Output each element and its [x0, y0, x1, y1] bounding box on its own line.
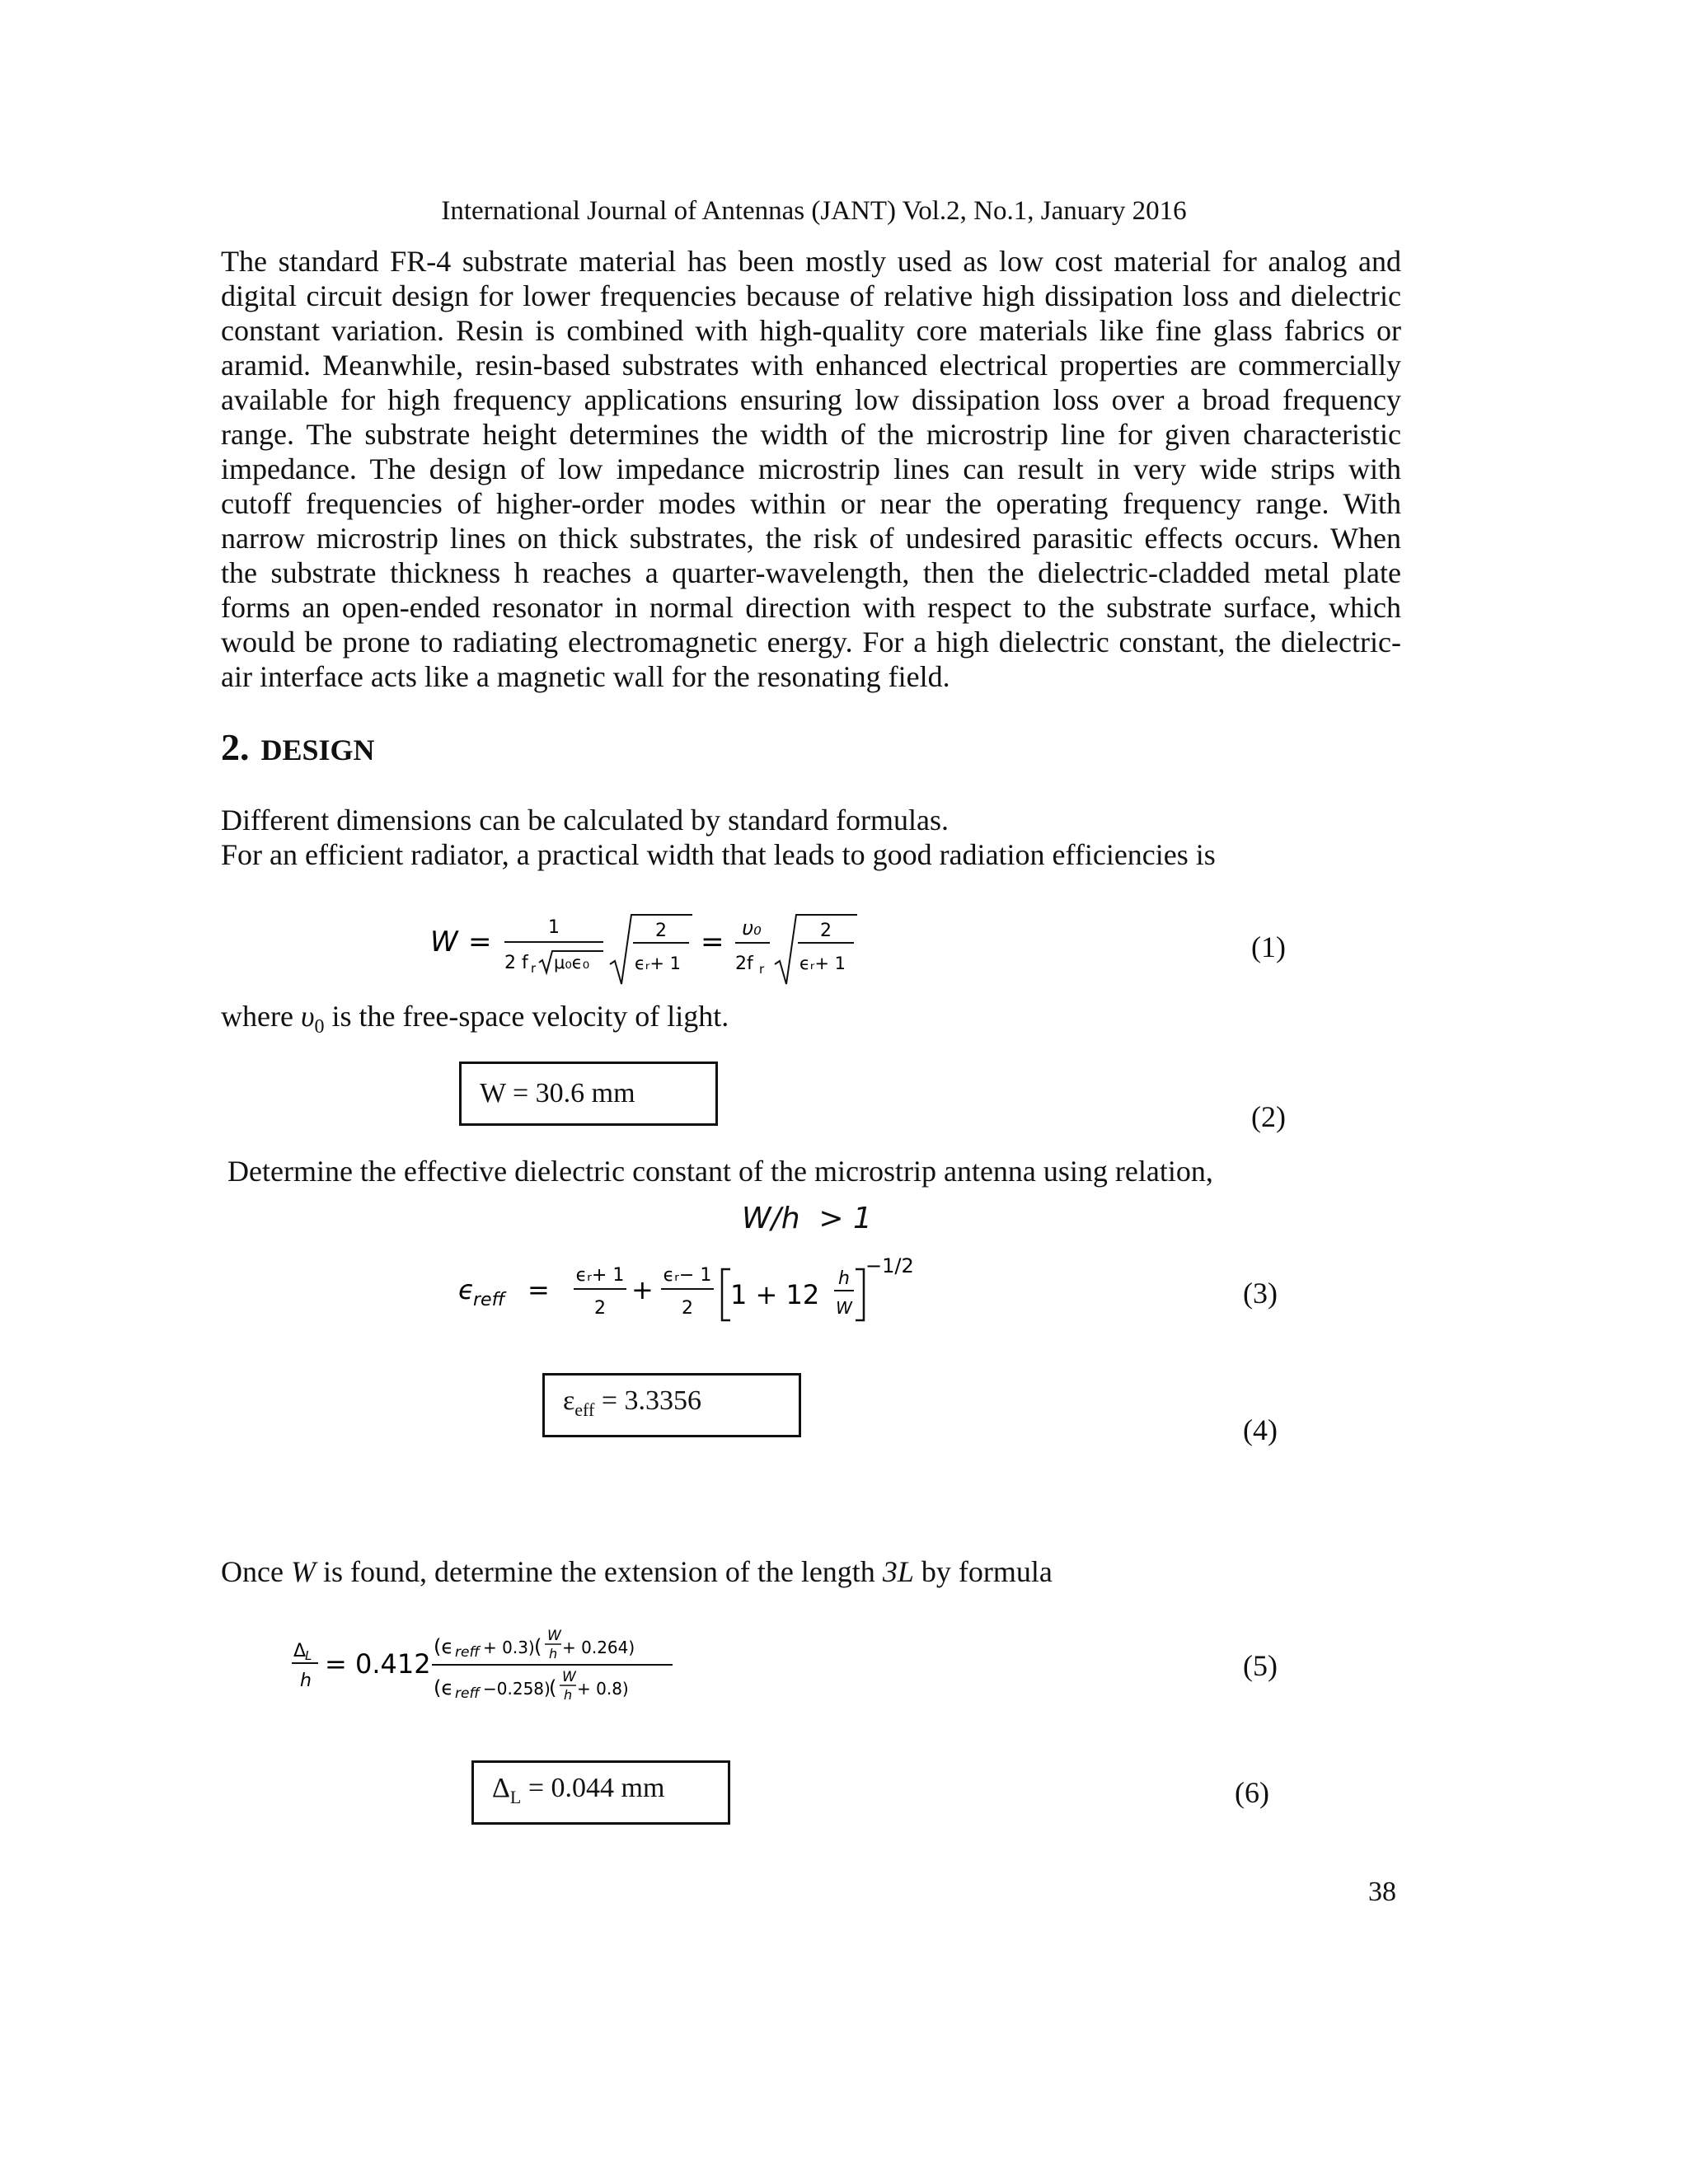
eq1-den-sub: r — [531, 961, 537, 976]
eq1-den-prefix: 2 f — [504, 953, 528, 973]
equation-number: (6) — [1235, 1776, 1269, 1809]
eq3-exponent: −1/2 — [865, 1254, 914, 1277]
paragraph-line: air interface acts like a magnetic wall for the resonating field. — [221, 660, 950, 693]
equation-number: (2) — [1251, 1100, 1286, 1133]
radiator-sentence: For an efficient radiator, a practical width that leads to good radiation efficiencies is — [221, 838, 1216, 871]
eq1-sqrt-sign — [775, 915, 857, 984]
v0-symbol: υ — [300, 1000, 315, 1033]
paragraph-line: the substrate thickness h reaches a quarter-wavelength, then the dielectric-cladded metal plate — [221, 556, 1401, 589]
where-sentence — [221, 999, 729, 1044]
delta-symbol: Δ — [492, 1772, 510, 1803]
effective-permittivity-result — [563, 1385, 701, 1427]
paragraph-line: would be prone to radiating electromagnetic energy. For a high dielectric constant, the dielectric- — [221, 626, 1401, 658]
eq5-num-rest: + 0.3) — [483, 1638, 535, 1657]
equation-5-length-extension — [272, 1615, 701, 1714]
eff-value: = 3.3356 — [594, 1385, 701, 1416]
eq1-numerator: 1 — [548, 917, 560, 938]
eq5-den-sub: reff — [455, 1685, 480, 1702]
width-result-box — [459, 1062, 718, 1126]
paragraph-line: range. The substrate height determines the width of the microstrip line for given characteristic — [221, 418, 1401, 451]
delta-value: = 0.044 mm — [521, 1772, 665, 1803]
eq3-den2: 2 — [682, 1298, 693, 1319]
eq5-den-h: h — [564, 1687, 573, 1703]
eq1-den2-sub: r — [759, 962, 765, 977]
once-suffix: by formula — [913, 1555, 1053, 1588]
w-symbol: W — [290, 1555, 316, 1588]
page-number: 38 — [1368, 1877, 1396, 1907]
length-extension-result — [492, 1772, 664, 1814]
delta-subscript: L — [509, 1786, 522, 1807]
equation-number: (1) — [1251, 930, 1286, 963]
eq5-den-tail: + 0.8) — [577, 1679, 629, 1699]
eq3-den1: 2 — [594, 1298, 606, 1319]
length-extension-result-box — [471, 1760, 730, 1825]
length-extension-sentence — [221, 1554, 1053, 1589]
eq5-h: h — [300, 1671, 312, 1691]
v0-subscript: 0 — [314, 1016, 325, 1038]
where-suffix: is the free-space velocity of light. — [324, 1000, 729, 1033]
eq5-den-W: W — [562, 1669, 576, 1685]
eq3-W: W — [836, 1298, 852, 1318]
running-header: International Journal of Antennas (JANT) Vol.2, No.1, January 2016 — [441, 196, 1187, 226]
eq3-one-plus-12: 1 + 12 — [730, 1279, 820, 1310]
equation-3-effective-permittivity — [445, 1244, 923, 1335]
length-symbol: 3L — [882, 1555, 914, 1588]
paragraph-line: The standard FR-4 substrate material has been mostly used as low cost material for analog and — [221, 245, 1401, 278]
eq5-num-sub: reff — [455, 1644, 480, 1661]
eq5-num-open: (ϵ — [434, 1635, 454, 1658]
eq5-delta: Δ — [293, 1641, 307, 1661]
eq3-plus: + — [631, 1274, 654, 1305]
eq1-eps-plus-1: ϵᵣ+ 1 — [635, 954, 681, 973]
eq1-sqrt-sign — [610, 915, 692, 984]
eq5-num-W: W — [547, 1628, 561, 1644]
eq1-den2-prefix: 2f — [735, 954, 753, 974]
eq1-equals: = — [468, 926, 492, 958]
eq3-left-bracket — [722, 1269, 730, 1320]
paragraph-line: impedance. The design of low impedance microstrip lines can result in very wide strips with — [221, 452, 1401, 485]
paragraph-line: cutoff frequencies of higher-order modes within or near the operating frequency range. With — [221, 487, 1401, 520]
eq5-num-paren: ( — [534, 1635, 542, 1658]
dimensions-sentence: Different dimensions can be calculated by standard formulas. — [221, 804, 950, 837]
eq1-eps-plus-1-b: ϵᵣ+ 1 — [799, 954, 846, 973]
eq3-lhs-sub: reff — [473, 1290, 505, 1310]
eff-subscript: eff — [574, 1399, 595, 1420]
paragraph-line: forms an open-ended resonator in normal direction with respect to the substrate surface, which — [221, 591, 1401, 624]
eq5-delta-sub: L — [305, 1648, 312, 1663]
paragraph-line: digital circuit design for lower frequencies because of relative high dissipation loss and dielectric — [221, 279, 1401, 312]
eq5-den-open: (ϵ — [434, 1676, 454, 1699]
equation-1-width — [412, 898, 874, 991]
eq5-num-h: h — [549, 1646, 558, 1661]
eq3-right-bracket — [856, 1269, 864, 1320]
eq5-den-paren: ( — [549, 1676, 557, 1699]
eq3-h: h — [838, 1268, 850, 1289]
eq3-num2: ϵᵣ− 1 — [663, 1265, 712, 1286]
section-number: 2. — [221, 726, 250, 768]
equation-number: (5) — [1243, 1649, 1278, 1682]
intro-paragraph — [221, 244, 1401, 694]
epsilon-symbol: ε — [563, 1385, 575, 1416]
paragraph-line: aramid. Meanwhile, resin-based substrates with enhanced electrical properties are commercially — [221, 349, 1401, 382]
effective-dielectric-sentence: Determine the effective dielectric constant of the microstrip antenna using relation, — [227, 1155, 1213, 1188]
once-middle: is found, determine the extension of the length — [315, 1555, 883, 1588]
eq1-lhs: W — [430, 926, 458, 958]
eq1-two-b: 2 — [820, 921, 832, 941]
eq1-equals-2: = — [701, 926, 724, 958]
eq3-lhs: ϵ — [458, 1274, 475, 1305]
section-title: DESIGN — [260, 733, 375, 766]
eq1-v0: υ₀ — [742, 916, 762, 940]
eq5-coefficient: = 0.412 — [325, 1648, 431, 1680]
eq1-two: 2 — [655, 921, 667, 941]
equation-number: (3) — [1243, 1277, 1278, 1310]
paragraph-line: narrow microstrip lines on thick substrates, the risk of undesired parasitic effects occurs. When — [221, 522, 1401, 555]
eq3-equals: = — [528, 1274, 550, 1305]
once-prefix: Once — [221, 1555, 291, 1588]
width-result: W = 30.6 mm — [480, 1078, 635, 1108]
section-heading — [221, 727, 375, 771]
eq3-num1: ϵᵣ+ 1 — [575, 1265, 625, 1286]
eq1-mu-eps: μ₀ϵ₀ — [554, 953, 590, 972]
where-prefix: where — [221, 1000, 301, 1033]
eq5-num-tail: + 0.264) — [562, 1638, 635, 1657]
ratio-condition: W/h > 1 — [742, 1202, 872, 1235]
equation-number: (4) — [1243, 1413, 1278, 1446]
effective-permittivity-result-box — [542, 1373, 801, 1437]
paragraph-line: available for high frequency applications ensuring low dissipation loss over a broad frequency — [221, 383, 1401, 416]
paragraph-line: constant variation. Resin is combined with high-quality core materials like fine glass fabrics or — [221, 314, 1401, 347]
eq5-den-rest: −0.258) — [483, 1679, 551, 1699]
